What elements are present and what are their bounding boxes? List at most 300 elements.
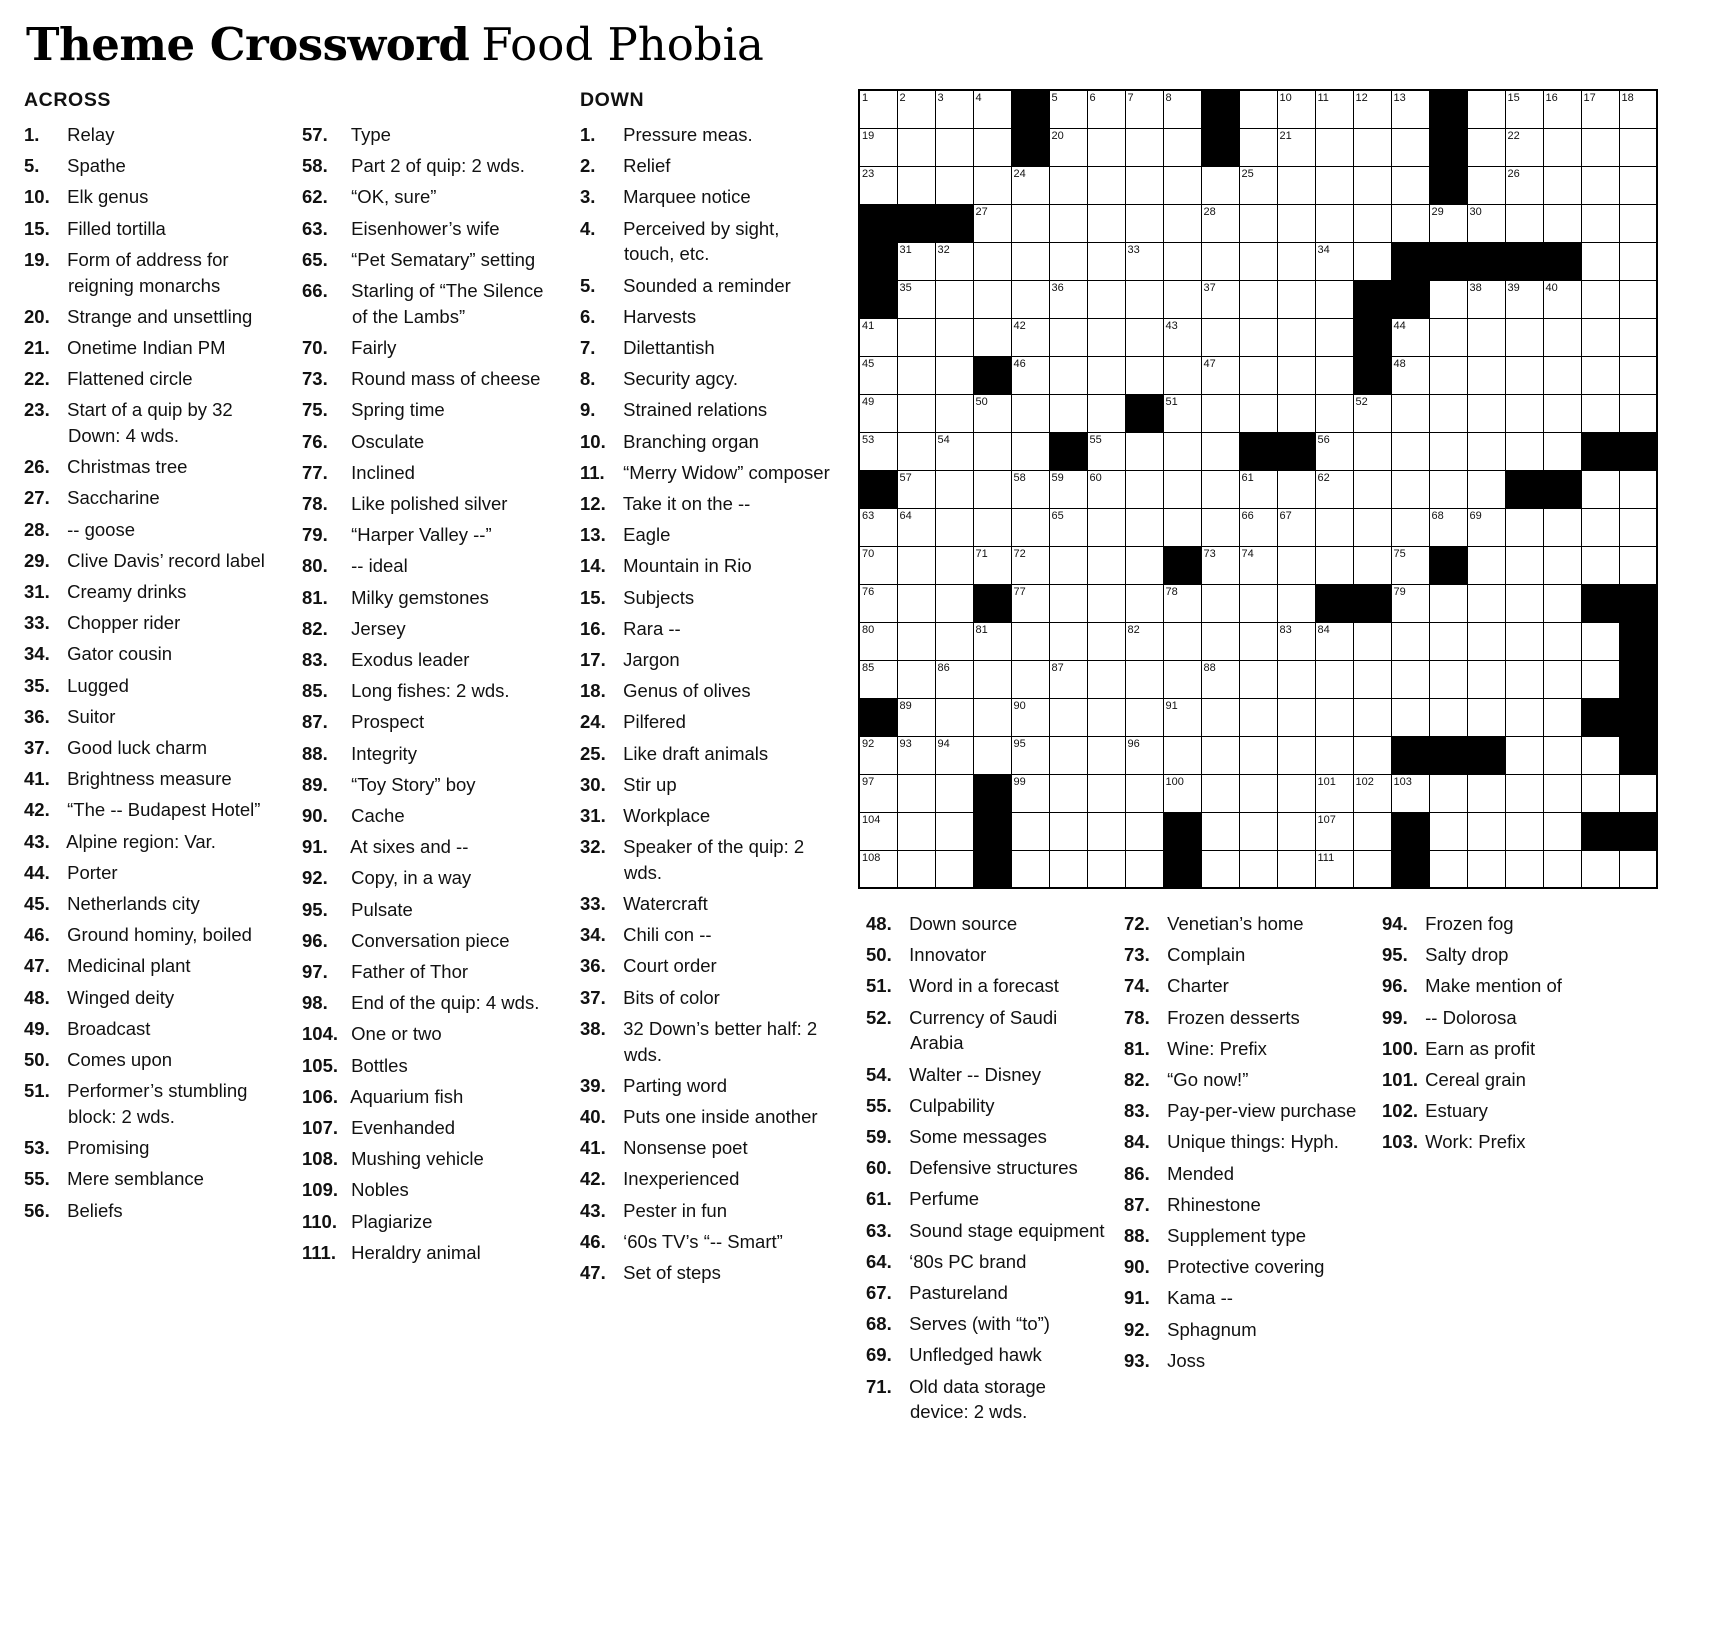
clue-item[interactable] bbox=[302, 647, 562, 673]
clue-item[interactable] bbox=[1124, 1223, 1366, 1249]
grid-cell[interactable] bbox=[1505, 356, 1543, 394]
grid-cell[interactable] bbox=[1467, 318, 1505, 356]
clue-item[interactable] bbox=[302, 834, 562, 860]
clue-item[interactable] bbox=[580, 304, 832, 330]
grid-cell[interactable] bbox=[1277, 242, 1315, 280]
grid-cell[interactable] bbox=[1505, 812, 1543, 850]
clue-item[interactable] bbox=[580, 273, 832, 299]
grid-cell[interactable] bbox=[1239, 280, 1277, 318]
clue-item[interactable] bbox=[1124, 1129, 1366, 1155]
grid-cell[interactable] bbox=[1391, 204, 1429, 242]
clue-item[interactable] bbox=[580, 366, 832, 392]
clue-item[interactable] bbox=[24, 485, 284, 511]
clue-item[interactable] bbox=[580, 1260, 832, 1286]
clue-item[interactable] bbox=[302, 278, 562, 329]
grid-cell[interactable] bbox=[1049, 280, 1087, 318]
grid-cell[interactable] bbox=[1467, 508, 1505, 546]
grid-cell[interactable] bbox=[1087, 736, 1125, 774]
grid-cell[interactable] bbox=[1429, 432, 1467, 470]
grid-cell[interactable] bbox=[973, 546, 1011, 584]
grid-cell[interactable] bbox=[1581, 242, 1619, 280]
clue-item[interactable] bbox=[580, 616, 832, 642]
grid-cell[interactable] bbox=[1619, 318, 1657, 356]
grid-cell[interactable] bbox=[935, 812, 973, 850]
clue-item[interactable] bbox=[302, 122, 562, 148]
clue-item[interactable] bbox=[302, 335, 562, 361]
grid-cell[interactable] bbox=[1049, 394, 1087, 432]
clue-item[interactable] bbox=[1124, 1317, 1366, 1343]
grid-cell[interactable] bbox=[1201, 318, 1239, 356]
grid-cell[interactable] bbox=[1125, 90, 1163, 128]
grid-cell[interactable] bbox=[1581, 280, 1619, 318]
clue-item[interactable] bbox=[24, 922, 284, 948]
grid-cell[interactable] bbox=[1315, 736, 1353, 774]
grid-cell[interactable] bbox=[1619, 356, 1657, 394]
grid-cell[interactable] bbox=[897, 850, 935, 888]
grid-cell[interactable] bbox=[1543, 850, 1581, 888]
grid-cell[interactable] bbox=[1087, 774, 1125, 812]
clue-item[interactable] bbox=[24, 1135, 284, 1161]
grid-cell[interactable] bbox=[1581, 774, 1619, 812]
grid-cell[interactable] bbox=[859, 584, 897, 622]
grid-cell[interactable] bbox=[1391, 318, 1429, 356]
grid-cell[interactable] bbox=[935, 242, 973, 280]
grid-cell[interactable] bbox=[1163, 242, 1201, 280]
clue-item[interactable] bbox=[866, 1062, 1108, 1088]
grid-cell[interactable] bbox=[1087, 318, 1125, 356]
grid-cell[interactable] bbox=[1277, 774, 1315, 812]
grid-cell[interactable] bbox=[859, 508, 897, 546]
grid-cell[interactable] bbox=[1239, 242, 1277, 280]
grid-cell[interactable] bbox=[1049, 774, 1087, 812]
clue-item[interactable] bbox=[24, 797, 284, 823]
grid-cell[interactable] bbox=[1467, 698, 1505, 736]
grid-cell[interactable] bbox=[1429, 280, 1467, 318]
grid-cell[interactable] bbox=[1581, 90, 1619, 128]
grid-cell[interactable] bbox=[1163, 356, 1201, 394]
grid-cell[interactable] bbox=[1049, 242, 1087, 280]
grid-cell[interactable] bbox=[1163, 166, 1201, 204]
grid-cell[interactable] bbox=[935, 774, 973, 812]
grid-cell[interactable] bbox=[1581, 470, 1619, 508]
grid-cell[interactable] bbox=[935, 508, 973, 546]
grid-cell[interactable] bbox=[1277, 812, 1315, 850]
grid-cell[interactable] bbox=[935, 584, 973, 622]
clue-item[interactable] bbox=[302, 678, 562, 704]
grid-cell[interactable] bbox=[897, 356, 935, 394]
grid-cell[interactable] bbox=[1315, 242, 1353, 280]
grid-cell[interactable] bbox=[973, 280, 1011, 318]
clue-item[interactable] bbox=[580, 1166, 832, 1192]
grid-cell[interactable] bbox=[1353, 166, 1391, 204]
grid-cell[interactable] bbox=[1467, 622, 1505, 660]
grid-cell[interactable] bbox=[1315, 698, 1353, 736]
grid-cell[interactable] bbox=[1353, 90, 1391, 128]
grid-cell[interactable] bbox=[897, 128, 935, 166]
grid-cell[interactable] bbox=[1049, 812, 1087, 850]
grid-cell[interactable] bbox=[859, 812, 897, 850]
clue-item[interactable] bbox=[302, 616, 562, 642]
grid-cell[interactable] bbox=[1353, 394, 1391, 432]
grid-cell[interactable] bbox=[1049, 204, 1087, 242]
grid-cell[interactable] bbox=[1505, 774, 1543, 812]
grid-cell[interactable] bbox=[973, 432, 1011, 470]
clue-item[interactable] bbox=[24, 641, 284, 667]
clue-item[interactable] bbox=[24, 1198, 284, 1224]
grid-cell[interactable] bbox=[1277, 546, 1315, 584]
clue-item[interactable] bbox=[580, 1198, 832, 1224]
grid-cell[interactable] bbox=[1353, 242, 1391, 280]
grid-cell[interactable] bbox=[935, 280, 973, 318]
clue-item[interactable] bbox=[866, 1155, 1108, 1181]
grid-cell[interactable] bbox=[1049, 166, 1087, 204]
grid-cell[interactable] bbox=[1277, 660, 1315, 698]
grid-cell[interactable] bbox=[1201, 622, 1239, 660]
grid-cell[interactable] bbox=[1315, 660, 1353, 698]
grid-cell[interactable] bbox=[1353, 432, 1391, 470]
grid-cell[interactable] bbox=[1543, 698, 1581, 736]
clue-item[interactable] bbox=[1124, 1192, 1366, 1218]
clue-item[interactable] bbox=[580, 709, 832, 735]
grid-cell[interactable] bbox=[859, 128, 897, 166]
grid-cell[interactable] bbox=[1353, 774, 1391, 812]
grid-cell[interactable] bbox=[1087, 508, 1125, 546]
grid-cell[interactable] bbox=[1543, 356, 1581, 394]
grid-cell[interactable] bbox=[859, 318, 897, 356]
grid-cell[interactable] bbox=[1391, 584, 1429, 622]
grid-cell[interactable] bbox=[1581, 318, 1619, 356]
grid-cell[interactable] bbox=[1505, 584, 1543, 622]
grid-cell[interactable] bbox=[1619, 470, 1657, 508]
clue-item[interactable] bbox=[580, 585, 832, 611]
grid-cell[interactable] bbox=[1087, 242, 1125, 280]
grid-cell[interactable] bbox=[1277, 470, 1315, 508]
clue-item[interactable] bbox=[24, 1166, 284, 1192]
grid-cell[interactable] bbox=[1239, 736, 1277, 774]
grid-cell[interactable] bbox=[1581, 546, 1619, 584]
grid-cell[interactable] bbox=[1505, 622, 1543, 660]
grid-cell[interactable] bbox=[1315, 280, 1353, 318]
grid-cell[interactable] bbox=[1467, 812, 1505, 850]
grid-cell[interactable] bbox=[1581, 850, 1619, 888]
clue-item[interactable] bbox=[1124, 1098, 1366, 1124]
grid-cell[interactable] bbox=[1505, 736, 1543, 774]
grid-cell[interactable] bbox=[1581, 736, 1619, 774]
clue-item[interactable] bbox=[580, 1016, 832, 1067]
grid-cell[interactable] bbox=[1467, 166, 1505, 204]
grid-cell[interactable] bbox=[1277, 128, 1315, 166]
grid-cell[interactable] bbox=[1543, 394, 1581, 432]
grid-cell[interactable] bbox=[1619, 774, 1657, 812]
grid-cell[interactable] bbox=[1011, 660, 1049, 698]
grid-cell[interactable] bbox=[935, 546, 973, 584]
clue-item[interactable] bbox=[580, 834, 832, 885]
grid-cell[interactable] bbox=[1353, 204, 1391, 242]
grid-cell[interactable] bbox=[1125, 432, 1163, 470]
grid-cell[interactable] bbox=[1011, 356, 1049, 394]
clue-item[interactable] bbox=[1124, 1036, 1366, 1062]
clue-item[interactable] bbox=[302, 803, 562, 829]
clue-item[interactable] bbox=[302, 460, 562, 486]
clue-item[interactable] bbox=[24, 366, 284, 392]
grid-cell[interactable] bbox=[1353, 850, 1391, 888]
grid-cell[interactable] bbox=[1011, 242, 1049, 280]
clue-item[interactable] bbox=[302, 1177, 562, 1203]
grid-cell[interactable] bbox=[1619, 850, 1657, 888]
grid-cell[interactable] bbox=[1125, 546, 1163, 584]
grid-cell[interactable] bbox=[859, 736, 897, 774]
grid-cell[interactable] bbox=[1201, 508, 1239, 546]
grid-cell[interactable] bbox=[1125, 166, 1163, 204]
clue-item[interactable] bbox=[302, 522, 562, 548]
grid-cell[interactable] bbox=[1049, 128, 1087, 166]
grid-cell[interactable] bbox=[1581, 128, 1619, 166]
grid-cell[interactable] bbox=[1277, 508, 1315, 546]
clue-item[interactable] bbox=[1124, 1348, 1366, 1374]
grid-cell[interactable] bbox=[973, 508, 1011, 546]
grid-cell[interactable] bbox=[1543, 546, 1581, 584]
grid-cell[interactable] bbox=[1087, 546, 1125, 584]
grid-cell[interactable] bbox=[973, 394, 1011, 432]
grid-cell[interactable] bbox=[1087, 432, 1125, 470]
grid-cell[interactable] bbox=[1011, 432, 1049, 470]
grid-cell[interactable] bbox=[1049, 850, 1087, 888]
clue-item[interactable] bbox=[24, 673, 284, 699]
clue-item[interactable] bbox=[24, 397, 284, 448]
grid-cell[interactable] bbox=[1429, 318, 1467, 356]
grid-cell[interactable] bbox=[1125, 812, 1163, 850]
grid-cell[interactable] bbox=[1543, 318, 1581, 356]
grid-cell[interactable] bbox=[1429, 698, 1467, 736]
grid-cell[interactable] bbox=[1619, 242, 1657, 280]
grid-cell[interactable] bbox=[1239, 90, 1277, 128]
grid-cell[interactable] bbox=[1429, 850, 1467, 888]
grid-cell[interactable] bbox=[1239, 394, 1277, 432]
grid-cell[interactable] bbox=[935, 128, 973, 166]
grid-cell[interactable] bbox=[1163, 90, 1201, 128]
grid-cell[interactable] bbox=[1201, 166, 1239, 204]
grid-cell[interactable] bbox=[1201, 356, 1239, 394]
grid-cell[interactable] bbox=[1467, 394, 1505, 432]
grid-cell[interactable] bbox=[1239, 622, 1277, 660]
clue-item[interactable] bbox=[1382, 1129, 1624, 1155]
grid-cell[interactable] bbox=[1125, 470, 1163, 508]
grid-cell[interactable] bbox=[1049, 470, 1087, 508]
clue-item[interactable] bbox=[302, 741, 562, 767]
grid-cell[interactable] bbox=[859, 166, 897, 204]
clue-item[interactable] bbox=[24, 735, 284, 761]
grid-cell[interactable] bbox=[1581, 660, 1619, 698]
grid-cell[interactable] bbox=[1315, 166, 1353, 204]
clue-item[interactable] bbox=[1124, 1285, 1366, 1311]
clue-item[interactable] bbox=[302, 153, 562, 179]
clue-item[interactable] bbox=[24, 335, 284, 361]
grid-cell[interactable] bbox=[973, 90, 1011, 128]
grid-cell[interactable] bbox=[973, 318, 1011, 356]
grid-cell[interactable] bbox=[1429, 584, 1467, 622]
grid-cell[interactable] bbox=[1353, 698, 1391, 736]
grid-cell[interactable] bbox=[1239, 774, 1277, 812]
grid-cell[interactable] bbox=[1429, 622, 1467, 660]
grid-cell[interactable] bbox=[897, 508, 935, 546]
grid-cell[interactable] bbox=[859, 774, 897, 812]
grid-cell[interactable] bbox=[1125, 356, 1163, 394]
grid-cell[interactable] bbox=[1429, 356, 1467, 394]
grid-cell[interactable] bbox=[1391, 508, 1429, 546]
grid-cell[interactable] bbox=[1619, 166, 1657, 204]
grid-cell[interactable] bbox=[1201, 204, 1239, 242]
grid-cell[interactable] bbox=[973, 128, 1011, 166]
grid-cell[interactable] bbox=[1049, 660, 1087, 698]
grid-cell[interactable] bbox=[1125, 850, 1163, 888]
grid-cell[interactable] bbox=[935, 850, 973, 888]
grid-cell[interactable] bbox=[1201, 660, 1239, 698]
grid-cell[interactable] bbox=[1049, 622, 1087, 660]
grid-cell[interactable] bbox=[897, 546, 935, 584]
clue-item[interactable] bbox=[580, 678, 832, 704]
clue-item[interactable] bbox=[302, 553, 562, 579]
grid-cell[interactable] bbox=[935, 394, 973, 432]
grid-cell[interactable] bbox=[1543, 774, 1581, 812]
grid-cell[interactable] bbox=[1467, 356, 1505, 394]
grid-cell[interactable] bbox=[1163, 204, 1201, 242]
clue-item[interactable] bbox=[1124, 942, 1366, 968]
grid-cell[interactable] bbox=[1239, 660, 1277, 698]
grid-cell[interactable] bbox=[1315, 622, 1353, 660]
grid-cell[interactable] bbox=[1087, 622, 1125, 660]
grid-cell[interactable] bbox=[1125, 622, 1163, 660]
grid-cell[interactable] bbox=[897, 166, 935, 204]
grid-cell[interactable] bbox=[1505, 318, 1543, 356]
clue-item[interactable] bbox=[302, 1115, 562, 1141]
grid-cell[interactable] bbox=[1277, 736, 1315, 774]
grid-cell[interactable] bbox=[1239, 584, 1277, 622]
grid-cell[interactable] bbox=[973, 166, 1011, 204]
clue-item[interactable] bbox=[580, 216, 832, 267]
grid-cell[interactable] bbox=[1087, 698, 1125, 736]
grid-cell[interactable] bbox=[897, 242, 935, 280]
grid-cell[interactable] bbox=[1011, 318, 1049, 356]
grid-cell[interactable] bbox=[859, 356, 897, 394]
grid-cell[interactable] bbox=[1125, 318, 1163, 356]
grid-cell[interactable] bbox=[1049, 698, 1087, 736]
grid-cell[interactable] bbox=[1049, 508, 1087, 546]
grid-cell[interactable] bbox=[1201, 812, 1239, 850]
clue-item[interactable] bbox=[1382, 1067, 1624, 1093]
grid-cell[interactable] bbox=[1277, 622, 1315, 660]
clue-item[interactable] bbox=[24, 1047, 284, 1073]
grid-cell[interactable] bbox=[973, 204, 1011, 242]
clue-item[interactable] bbox=[580, 1229, 832, 1255]
clue-item[interactable] bbox=[866, 1249, 1108, 1275]
grid-cell[interactable] bbox=[1087, 128, 1125, 166]
grid-cell[interactable] bbox=[1087, 394, 1125, 432]
clue-item[interactable] bbox=[302, 772, 562, 798]
grid-cell[interactable] bbox=[1277, 698, 1315, 736]
grid-cell[interactable] bbox=[1239, 318, 1277, 356]
clue-item[interactable] bbox=[24, 184, 284, 210]
grid-cell[interactable] bbox=[1467, 660, 1505, 698]
grid-cell[interactable] bbox=[1201, 736, 1239, 774]
grid-cell[interactable] bbox=[1315, 812, 1353, 850]
grid-cell[interactable] bbox=[1239, 128, 1277, 166]
grid-cell[interactable] bbox=[1505, 280, 1543, 318]
grid-cell[interactable] bbox=[1201, 394, 1239, 432]
grid-cell[interactable] bbox=[1163, 698, 1201, 736]
grid-cell[interactable] bbox=[1201, 280, 1239, 318]
grid-cell[interactable] bbox=[1391, 774, 1429, 812]
grid-cell[interactable] bbox=[1315, 204, 1353, 242]
grid-cell[interactable] bbox=[1315, 128, 1353, 166]
grid-cell[interactable] bbox=[1049, 90, 1087, 128]
grid-cell[interactable] bbox=[859, 546, 897, 584]
grid-cell[interactable] bbox=[1163, 280, 1201, 318]
grid-cell[interactable] bbox=[935, 622, 973, 660]
clue-item[interactable] bbox=[302, 990, 562, 1016]
grid-cell[interactable] bbox=[1049, 584, 1087, 622]
grid-cell[interactable] bbox=[1125, 280, 1163, 318]
crossword-grid[interactable] bbox=[858, 89, 1658, 889]
grid-cell[interactable] bbox=[973, 242, 1011, 280]
clue-item[interactable] bbox=[24, 579, 284, 605]
grid-cell[interactable] bbox=[1125, 660, 1163, 698]
grid-cell[interactable] bbox=[1277, 850, 1315, 888]
grid-cell[interactable] bbox=[1011, 470, 1049, 508]
clue-item[interactable] bbox=[580, 553, 832, 579]
grid-cell[interactable] bbox=[973, 736, 1011, 774]
grid-cell[interactable] bbox=[859, 622, 897, 660]
clue-item[interactable] bbox=[302, 928, 562, 954]
clue-item[interactable] bbox=[866, 1374, 1108, 1425]
clue-item[interactable] bbox=[302, 247, 562, 273]
grid-cell[interactable] bbox=[1315, 318, 1353, 356]
clue-item[interactable] bbox=[302, 865, 562, 891]
clue-item[interactable] bbox=[866, 1005, 1108, 1056]
clue-item[interactable] bbox=[302, 429, 562, 455]
grid-cell[interactable] bbox=[897, 470, 935, 508]
grid-cell[interactable] bbox=[1049, 736, 1087, 774]
grid-cell[interactable] bbox=[1201, 470, 1239, 508]
clue-item[interactable] bbox=[1124, 1067, 1366, 1093]
grid-cell[interactable] bbox=[1391, 90, 1429, 128]
clue-item[interactable] bbox=[24, 985, 284, 1011]
clue-item[interactable] bbox=[302, 585, 562, 611]
clue-item[interactable] bbox=[580, 335, 832, 361]
grid-cell[interactable] bbox=[1353, 546, 1391, 584]
grid-cell[interactable] bbox=[1543, 508, 1581, 546]
grid-cell[interactable] bbox=[1429, 394, 1467, 432]
grid-cell[interactable] bbox=[1087, 280, 1125, 318]
grid-cell[interactable] bbox=[1391, 660, 1429, 698]
grid-cell[interactable] bbox=[1239, 812, 1277, 850]
grid-cell[interactable] bbox=[1163, 394, 1201, 432]
grid-cell[interactable] bbox=[935, 318, 973, 356]
clue-item[interactable] bbox=[302, 1209, 562, 1235]
grid-cell[interactable] bbox=[1429, 774, 1467, 812]
clue-item[interactable] bbox=[1124, 911, 1366, 937]
grid-cell[interactable] bbox=[1239, 850, 1277, 888]
clue-item[interactable] bbox=[24, 1078, 284, 1129]
clue-item[interactable] bbox=[302, 1053, 562, 1079]
grid-cell[interactable] bbox=[1581, 166, 1619, 204]
grid-cell[interactable] bbox=[897, 394, 935, 432]
clue-item[interactable] bbox=[302, 491, 562, 517]
clue-item[interactable] bbox=[580, 985, 832, 1011]
grid-cell[interactable] bbox=[1391, 394, 1429, 432]
clue-item[interactable] bbox=[1382, 911, 1624, 937]
grid-cell[interactable] bbox=[1467, 90, 1505, 128]
clue-item[interactable] bbox=[24, 766, 284, 792]
